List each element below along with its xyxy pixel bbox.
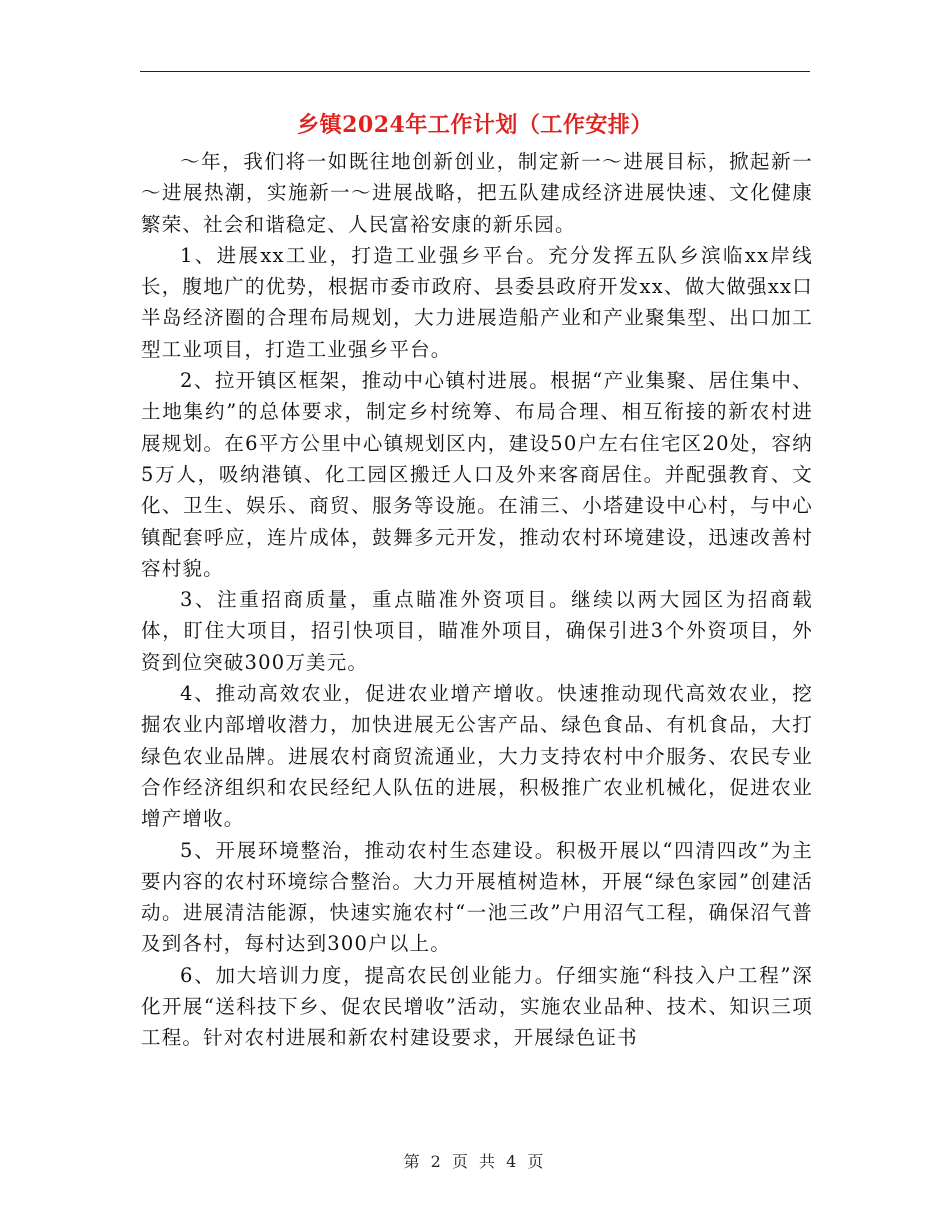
- document-title: 乡镇2024年工作计划（工作安排）: [297, 112, 653, 138]
- paragraph-item-2: 2、拉开镇区框架，推动中心镇村进展。根据“产业集聚、居住集中、土地集约”的总体要求，制定乡村统筹、布局合理、相互衔接的新农村进展规划。在6平方公里中心镇规划区内，建设50户左右住宅区20处，容纳5万人，吸纳港镇、化工园区搬迁人口及外来客商居住。并配强教育、文化、卫生、娱乐、商贸、服务等设施。在浦三、小塔建设中心村，与中心镇配套呼应，连片成体，鼓舞多元开发，推动农村环境建设，迅速改善村容村貌。: [141, 369, 813, 580]
- paragraph-intro: ～年，我们将一如既往地创新创业，制定新一～进展目标，掀起新一～进展热潮，实施新一～进展战略，把五队建成经济进展快速、文化健康繁荣、社会和谐稳定、人民富裕安康的新乐园。: [141, 150, 813, 236]
- paragraph-item-3: 3、注重招商质量，重点瞄准外资项目。继续以两大园区为招商载体，盯住大项目，招引快项目，瞄准外项目，确保引进3个外资项目，外资到位突破300万美元。: [141, 588, 813, 674]
- document-body: [141, 146, 813, 1054]
- paragraph-item-4: 4、推动高效农业，促进农业增产增收。快速推动现代高效农业，挖掘农业内部增收潜力，加快进展无公害产品、绿色食品、有机食品，大打绿色农业品牌。进展农村商贸流通业，大力支持农村中介服务、农民专业合作经济组织和农民经纪人队伍的进展，积极推广农业机械化，促进农业增产增收。: [141, 682, 813, 831]
- page-number-footer: 第 2 页 共 4 页: [403, 1152, 547, 1171]
- paragraph-item-5: 5、开展环境整治，推动农村生态建设。积极开展以“四清四改”为主要内容的农村环境综合整治。大力开展植树造林，开展“绿色家园”创建活动。进展清洁能源，快速实施农村“一池三改”户用沼气工程，确保沼气普及到各村，每村达到300户以上。: [141, 838, 813, 956]
- header-rule: [140, 71, 810, 72]
- paragraph-item-6: 6、加大培训力度，提高农民创业能力。仔细实施“科技入户工程”深化开展“送科技下乡、促农民增收”活动，实施农业品种、技术、知识三项工程。针对农村进展和新农村建设要求，开展绿色证书: [141, 963, 813, 1050]
- paragraph-item-1: 1、进展xx工业，打造工业强乡平台。充分发挥五队乡滨临xx岸线长，腹地广的优势，根据市委市政府、县委县政府开发xx、做大做强xx口半岛经济圈的合理布局规划，大力进展造船产业和产业聚集型、出口加工型工业项目，打造工业强乡平台。: [141, 243, 813, 361]
